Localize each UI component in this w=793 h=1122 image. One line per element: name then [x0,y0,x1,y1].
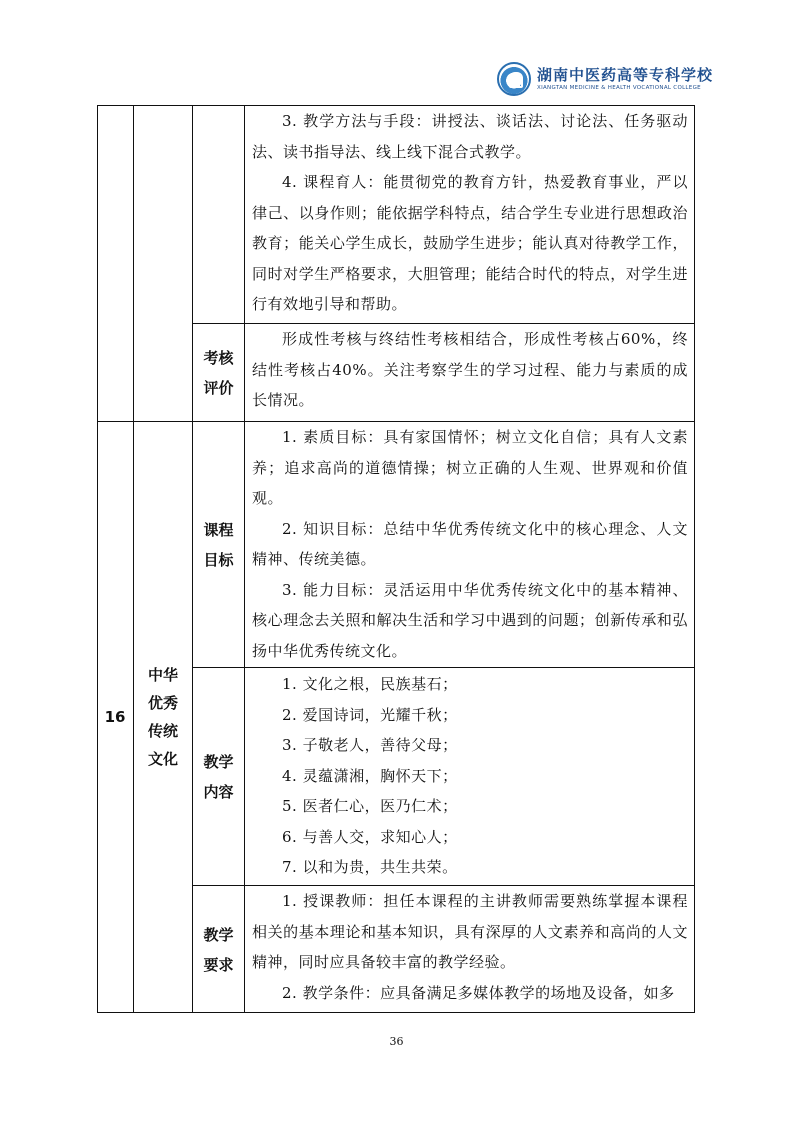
goals-cell [252,422,688,666]
assessment-label: 考核 评价 [203,348,234,397]
goal-item: 1. 素质目标：具有家国情怀；树立文化自信；具有人文素养；追求高尚的道德情操；树立正确的人生观、世界观和价值观。 [252,428,688,507]
college-emblem-icon [497,62,531,96]
content-item: 5. 医者仁心，医乃仁术； [282,797,458,815]
row-number: 16 [104,708,126,726]
assessment-cell [252,324,688,416]
content-item: 6. 与善人交，求知心人； [282,827,458,846]
requirements-cell [252,886,688,1008]
course-name-line: 文化 [147,750,178,768]
table-border-right [694,105,695,1013]
page-number: 36 [389,1035,404,1048]
requirement-item: 1. 授课教师：担任本课程的主讲教师需要熟练掌握本课程相关的基本理论和基本知识，具有深厚的人文素养和高尚的人文精神，同时应具备较丰富的教学经验。 [252,892,688,971]
row-divider-content [192,667,695,668]
col-divider-3 [244,105,245,1013]
requirement-item: 2. 教学条件：应具备满足多媒体教学的场地及设备，如多 [282,983,675,1002]
assessment-text: 形成性考核与终结性考核相结合，形成性考核占60%，终结性考核占40%。关注考察学生的学习过程、能力与素质的成长情况。 [252,330,688,409]
content-item: 7. 以和为贵，共生共荣。 [282,858,458,876]
prev-content-item-3: 3. 教学方法与手段：讲授法、谈话法、讨论法、任务驱动法、读书指导法、线上线下混合式教学。 [252,112,688,161]
content-item: 3. 子敬老人，善待父母； [282,736,458,754]
course-name-line: 传统 [147,722,178,740]
content-cell [252,669,688,883]
goals-label: 课程 目标 [203,520,234,569]
content-item: 4. 灵蕴潇湘，胸怀天下； [282,766,458,785]
goal-item: 2. 知识目标：总结中华优秀传统文化中的核心理念、人文精神、传统美德。 [252,519,688,568]
logo-chinese-name: 湖南中医药高等专科学校 [537,66,714,84]
prev-content-item-4: 4. 课程育人：能贯彻党的教育方针，热爱教育事业，严以律己、以身作则；能依据学科特点，结合学生专业进行思想政治教育；能关心学生成长，鼓励学生进步；能认真对待教学工作，同时对学生严格要求，大胆管理；能结合时代的特点，对学生进行有效地引导和帮助。 [252,173,688,313]
course-name-cell [134,421,192,1013]
course-name-line: 中华 [147,666,178,684]
content-item: 2. 爱国诗词，光耀千秋； [282,705,458,724]
course-name-line: 优秀 [147,694,178,712]
content-label: 教学 内容 [203,753,234,801]
college-logo [497,62,714,98]
logo-english-name: XIANGTAN MEDICINE & HEALTH VOCATIONAL COLLEGE [537,85,701,91]
content-item: 1. 文化之根，民族基石； [282,675,458,693]
requirements-label: 教学 要求 [203,926,234,974]
prev-content-cell [252,106,688,320]
goal-item: 3. 能力目标：灵活运用中华优秀传统文化中的基本精神、核心理念去关照和解决生活和学习中遇到的问题；创新传承和弘扬中华优秀传统文化。 [252,580,688,660]
